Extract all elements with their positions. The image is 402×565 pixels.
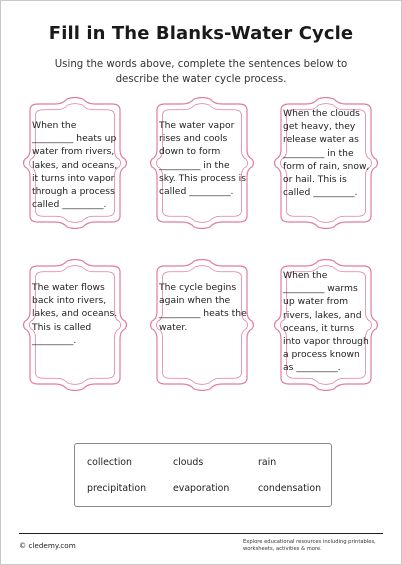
page-title: Fill in The Blanks-Water Cycle [48,23,354,44]
card-text: The water flows back into rivers, lakes, and oceans. This is called _________. [32,282,118,346]
sentence-card-3 [272,97,380,229]
footer-divider [19,533,383,534]
sentence-card-6 [272,259,380,391]
card-text: When the clouds get heavy, they release water as _________ in the form of rain, snow, or hail. This is called _________. [283,108,370,199]
card-text: When the _________ heats up water from rivers, lakes, and oceans, it turns into vapor through a process called _________. [32,120,118,211]
sentence-card-4 [21,259,129,391]
footer-note: Explore educational resources including printables, worksheets, activities & more. [243,539,376,552]
sentence-card-5 [148,259,256,391]
card-text: The water vapor rises and cools down to form _________ in the sky. This process is called _________. [159,120,247,198]
word-bank-item: clouds [173,457,204,468]
sentence-card-1 [21,97,129,229]
word-bank-item: rain [258,457,277,468]
sentence-card-2 [148,97,256,229]
word-bank-item: collection [87,457,132,468]
card-text: The cycle begins again when the _________ heats the water. [159,282,247,333]
word-bank-item: precipitation [87,483,147,494]
word-bank-item: evaporation [173,483,230,494]
word-bank [74,443,332,507]
instructions: Using the words above, complete the sentences below to describe the water cycle process. [54,59,348,85]
word-bank-item: condensation [258,483,322,494]
card-text: When the _________ warms up water from rivers, lakes, and oceans, it turns into vapor through a process known as _________. [283,270,369,374]
copyright: © cledemy.com [19,541,76,550]
